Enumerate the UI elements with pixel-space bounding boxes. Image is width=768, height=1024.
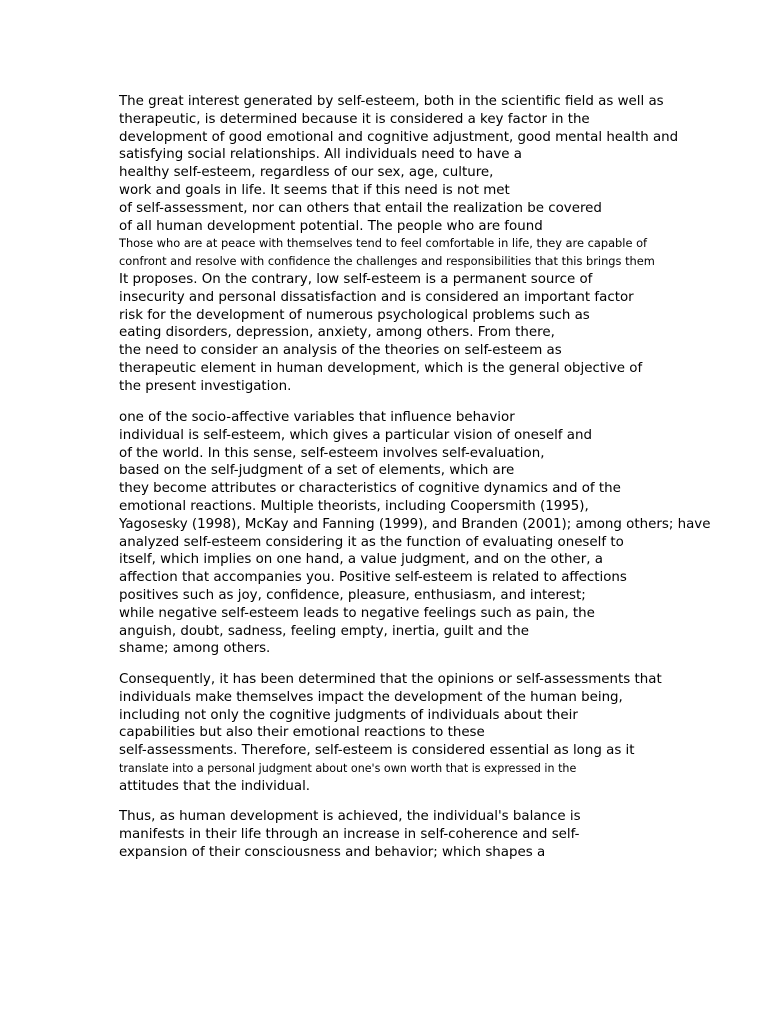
text-line: including not only the cognitive judgments of individuals about their: [119, 707, 578, 723]
text-line: of all human development potential. The people who are found: [119, 218, 543, 234]
text-line: healthy self-esteem, regardless of our sex, age, culture,: [119, 165, 494, 181]
text-line: anguish, doubt, sadness, feeling empty, inertia, guilt and the: [119, 623, 530, 639]
text-line: eating disorders, depression, anxiety, among others. From there,: [119, 325, 555, 341]
text-line: the need to consider an analysis of the theories on self-esteem as: [119, 343, 562, 359]
text-line: translate into a personal judgment about one's own worth that is expressed in the: [119, 761, 577, 775]
text-line: self-assessments. Therefore, self-esteem is considered essential as long as it: [119, 743, 635, 759]
text-line: satisfying social relationships. All individuals need to have a: [119, 147, 522, 163]
text-line: positives such as joy, confidence, pleasure, enthusiasm, and interest;: [119, 587, 586, 603]
paragraph-4: [119, 808, 581, 861]
text-line: one of the socio-affective variables that influence behavior: [119, 410, 515, 425]
text-line: of the world. In this sense, self-esteem involves self-evaluation,: [119, 445, 545, 461]
text-line: emotional reactions. Multiple theorists, including Coopersmith (1995),: [119, 498, 589, 514]
text-line: therapeutic element in human development, which is the general objective of: [119, 360, 643, 376]
paragraph-3: [119, 671, 662, 796]
text-line: expansion of their consciousness and behavior; which shapes a: [119, 844, 546, 860]
text-line: Yagosesky (1998), McKay and Fanning (1999), and Branden (2001); among others; have: [119, 516, 711, 532]
text-line: attitudes that the individual.: [119, 778, 311, 794]
text-line: It proposes. On the contrary, low self-esteem is a permanent source of: [119, 271, 593, 287]
paragraph-2: [119, 409, 710, 658]
text-line: based on the self-judgment of a set of elements, which are: [119, 463, 515, 479]
text-line: insecurity and personal dissatisfaction and is considered an important factor: [119, 289, 634, 305]
text-line: the present investigation.: [119, 378, 292, 394]
text-line: shame; among others.: [119, 641, 271, 657]
text-line: The great interest generated by self-esteem, both in the scientific field as well as: [119, 94, 664, 109]
text-line: Those who are at peace with themselves tend to feel comfortable in life, they are capable of: [119, 236, 648, 251]
text-line: therapeutic, is determined because it is considered a key factor in the: [119, 111, 590, 127]
text-line: individuals make themselves impact the development of the human being,: [119, 689, 623, 705]
text-line: itself, which implies on one hand, a value judgment, and on the other, a: [119, 552, 603, 568]
text-line: Thus, as human development is achieved, the individual's balance is: [119, 809, 581, 824]
text-line: affection that accompanies you. Positive self-esteem is related to affections: [119, 570, 627, 586]
text-line: work and goals in life. It seems that if this need is not met: [119, 182, 510, 198]
text-line: capabilities but also their emotional reactions to these: [119, 725, 485, 741]
text-line: they become attributes or characteristics of cognitive dynamics and of the: [119, 481, 621, 497]
text-line: of self-assessment, nor can others that entail the realization be covered: [119, 200, 602, 216]
document-page: [119, 0, 759, 1024]
text-line: analyzed self-esteem considering it as the function of evaluating oneself to: [119, 534, 624, 550]
text-line: development of good emotional and cognitive adjustment, good mental health and: [119, 129, 679, 145]
paragraph-1: [119, 93, 678, 396]
text-line: manifests in their life through an increase in self-coherence and self-: [119, 826, 580, 842]
text-line: confront and resolve with confidence the challenges and responsibilities that this brings them: [119, 254, 655, 269]
text-line: risk for the development of numerous psychological problems such as: [119, 307, 590, 323]
text-line: individual is self-esteem, which gives a particular vision of oneself and: [119, 427, 592, 443]
text-line: while negative self-esteem leads to negative feelings such as pain, the: [119, 605, 595, 621]
text-line: Consequently, it has been determined that the opinions or self-assessments that: [119, 672, 662, 687]
